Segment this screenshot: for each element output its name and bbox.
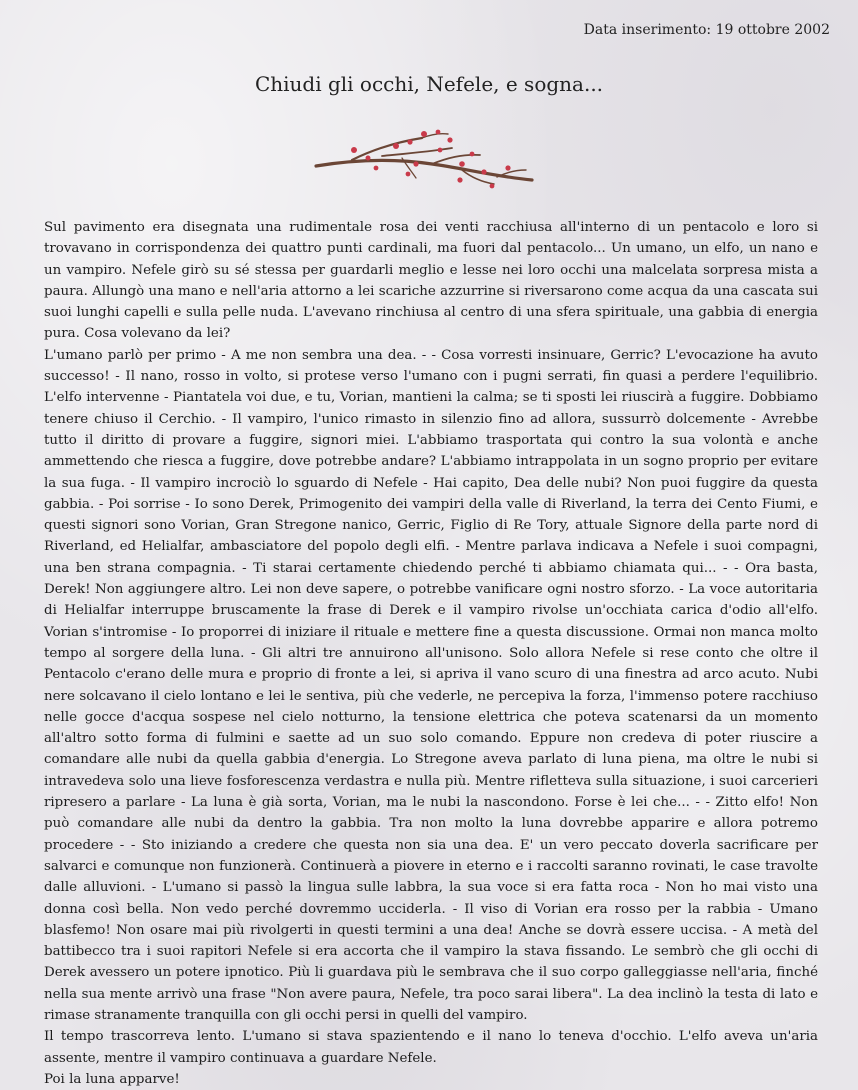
story-text: [44, 217, 818, 1090]
story-paragraph: L'umano parlò per primo - A me non sembra una dea. - - Cosa vorresti insinuare, Gerric? L'evocazione ha avuto successo! - Il nano, rosso in volto, si protese verso l'umano con i pugni serrati, fin quasi a perdere l'equilibrio. L'elfo intervenne - Piantatela voi due, e tu, Vorian, mantieni la calma; se ti sposti lei riuscirà a fuggire. Dobbiamo tenere chiuso il Cerchio. - Il vampiro, l'unico rimasto in silenzio fino ad allora, sussurrò dolcemente - Avrebbe tutto il diritto di provare a fuggire, signori miei. L'abbiamo trasportata qui contro la sua volontà e anche ammettendo che riesca a fuggire, dove potrebbe andare? L'abbiamo intrappolata in un sogno proprio per evitare la sua fuga. - Il vampiro incrociò lo sguardo di Nefele - Hai capito, Dea delle nubi? Non puoi fuggire da questa gabbia. - Poi sorrise - Io sono Derek, Primogenito dei vampiri della valle di Riverland, la terra dei Cento Fiumi, e questi signori sono Vorian, Gran Stregone nanico, Gerric, Figlio di Re Tory, attuale Signore della parte nord di Riverland, ed Helialfar, ambasciatore del popolo degli elfi. - Mentre parlava indicava a Nefele i suoi compagni, una ben strana compagnia. - Ti starai certamente chiedendo perché ti abbiamo chiamata qui... - - Ora basta, Derek! Non aggiungere altro. Lei non deve sapere, o potrebbe vanificare ogni nostro sforzo. - La voce autoritaria di Helialfar interruppe bruscamente la frase di Derek e il vampiro rivolse un'occhiata carica d'odio all'elfo. Vorian s'intromise - Io proporrei di iniziare il rituale e mettere fine a questa discussione. Ormai non manca molto tempo al sorgere della luna. - Gli altri tre annuirono all'unisono. Solo allora Nefele si rese conto che oltre il Pentacolo c'erano delle mura e proprio di fronte a lei, si apriva il vano scuro di una finestra ad arco acuto. Nubi nere solcavano il cielo lontano e lei le sentiva, più che vederle, ne percepiva la forza, l'immenso potere racchiuso nelle gocce d'acqua sospese nel cielo notturno, la tensione elettrica che poteva scatenarsi da un momento all'altro sotto forma di fulmini e saette ad un suo solo comando. Eppure non credeva di poter riuscire a comandare alle nubi da quella gabbia d'energia. Lo Stregone aveva parlato di luna piena, ma oltre le nubi si intravedeva solo una lieve fosforescenza verdastra e nulla più. Mentre rifletteva sulla situazione, i suoi carcerieri ripresero a parlare - La luna è già sorta, Vorian, ma le nubi la nascondono. Forse è lei che... - - Zitto elfo! Non può comandare alle nubi da dentro la gabbia. Tra non molto la luna dovrebbe apparire e allora potremo procedere - - Sto iniziando a credere che questa non sia una dea. E' un vero peccato doverla sacrificare per salvarci e comunque non funzionerà. Continuerà a piovere in eterno e i raccolti saranno rovinati, le case travolte dalle alluvioni. - L'umano si passò la lingua sulle labbra, la sua voce si era fatta roca - Non ho mai visto una donna così bella. Non vedo perché dovremmo ucciderla. - Il viso di Vorian era rosso per la rabbia - Umano blasfemo! Non osare mai più rivolgerti in questi termini a una dea! Anche se dovrà essere uccisa. - A metà del battibecco tra i suoi rapitori Nefele si era accorta che il vampiro la stava fissando. Le sembrò che gli occhi di Derek avessero un potere ipnotico. Più li guardava più le sembrava che il suo corpo galleggiasse nell'aria, finché nella sua mente arrivò una frase "Non avere paura, Nefele, tra poco sarai libera". La dea inclinò la testa di lato e rimase stranamente tranquilla con gli occhi persi in quelli del vampiro.: [44, 347, 818, 1023]
story-paragraph: Poi la luna apparve!: [44, 1071, 180, 1087]
story-paragraph: Il tempo trascorreva lento. L'umano si stava spazientendo e il nano lo teneva d'occhio. L'elfo aveva un'aria assente, mentre il vampiro continuava a guardare Nefele.: [44, 1029, 818, 1066]
story-paragraph: Sul pavimento era disegnata una rudimentale rosa dei venti racchiusa all'interno di un pentacolo e loro si trovavano in corrispondenza dei quattro punti cardinali, ma fuori dal pentacolo... Un umano, un elfo, un nano e un vampiro. Nefele girò su sé stessa per guardarli meglio e lesse nei loro occhi una malcelata sorpresa mista a paura. Allungò una mano e nell'aria attorno a lei scariche azzurrine si riversarono come acqua da una cascata sui suoi lunghi capelli e sulla pelle nuda. L'avevano rinchiusa al centro di una sfera spirituale, una gabbia di energia pura. Cosa volevano da lei?: [44, 220, 818, 342]
flowering-branch-icon: [312, 128, 537, 192]
story-title: Chiudi gli occhi, Nefele, e sogna...: [254, 72, 604, 96]
insertion-date: Data inserimento: 19 ottobre 2002: [583, 22, 830, 38]
